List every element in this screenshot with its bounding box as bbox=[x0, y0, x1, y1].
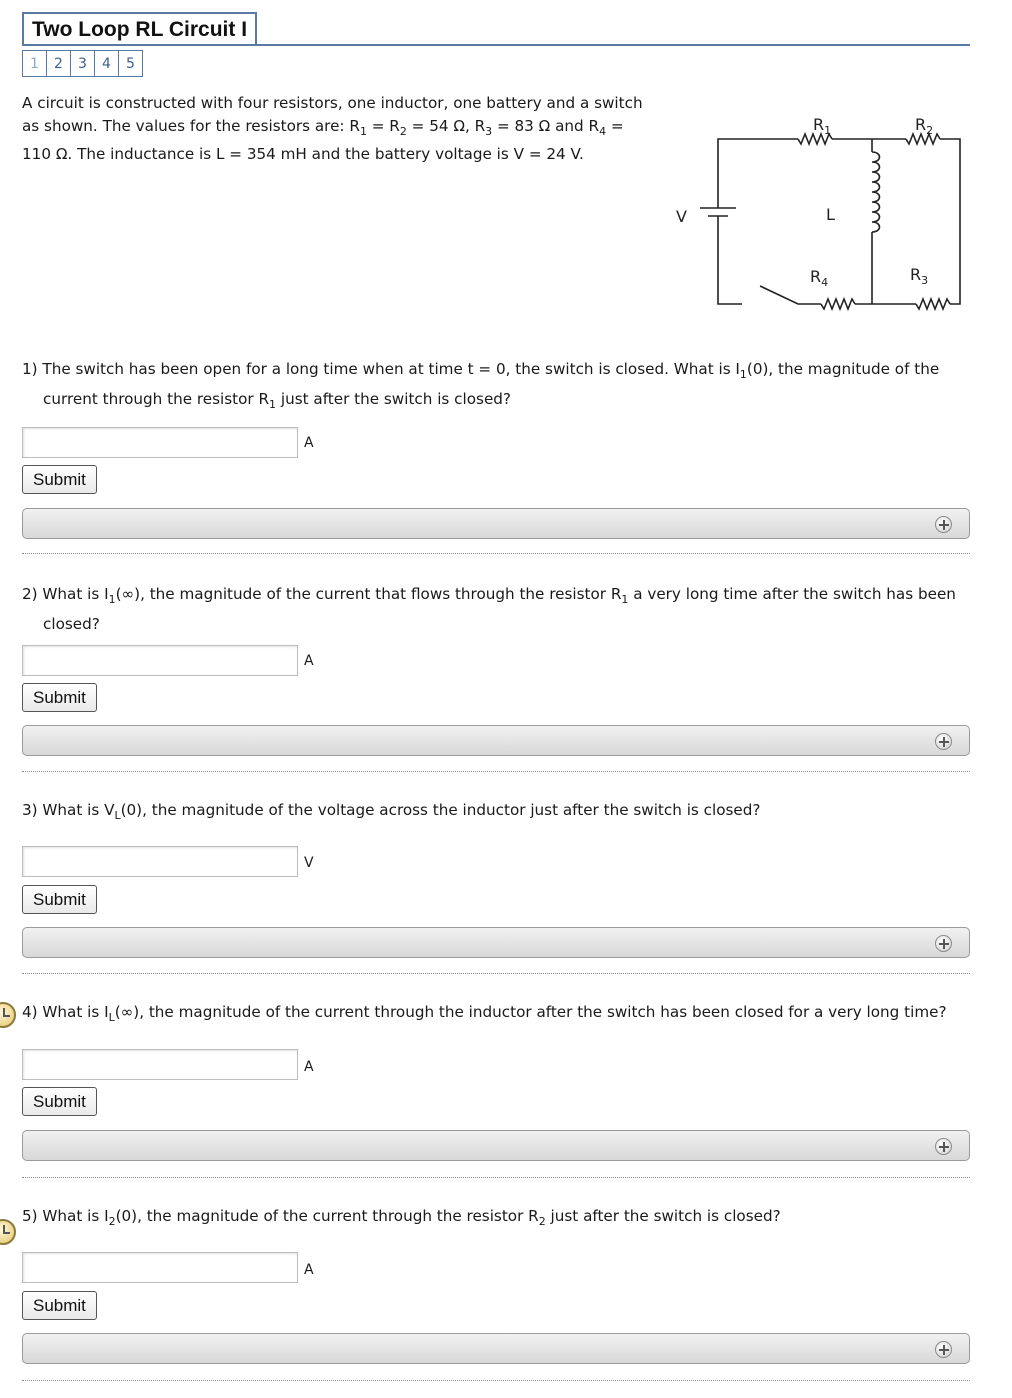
question-1 bbox=[22, 357, 970, 417]
title-row bbox=[22, 12, 970, 46]
circuit-diagram bbox=[660, 104, 970, 314]
divider bbox=[22, 553, 970, 554]
page-tab-4[interactable]: 4 bbox=[94, 50, 119, 77]
question-3 bbox=[22, 798, 970, 828]
page-tab-5[interactable]: 5 bbox=[118, 50, 143, 77]
wire-bottom-left bbox=[718, 216, 742, 304]
question-text: (∞), the magnitude of the current through the inductor after the switch has been closed for a very long time? bbox=[114, 1003, 947, 1021]
question-4 bbox=[22, 1000, 970, 1030]
resistor-r2-symbol bbox=[906, 134, 940, 144]
label-v: V bbox=[676, 207, 687, 226]
label-r4: $R_4$ bbox=[810, 267, 829, 289]
question-sub: 1 bbox=[108, 593, 116, 607]
question-text: (∞), the magnitude of the current that flows through the resistor R bbox=[115, 585, 622, 603]
switch-symbol bbox=[760, 286, 821, 304]
question-text: 4) What is I bbox=[22, 1003, 109, 1021]
hint-bar-3[interactable] bbox=[22, 927, 970, 958]
question-text: just after the switch is closed? bbox=[545, 1207, 781, 1225]
question-sub: L bbox=[114, 809, 121, 823]
page-title: Two Loop RL Circuit I bbox=[22, 12, 257, 44]
question-text: 1) The switch has been open for a long time when at time t = 0, the switch is closed. What is I bbox=[22, 360, 740, 378]
unit-label-1: A bbox=[304, 435, 314, 451]
resistor-r4-symbol bbox=[821, 299, 855, 309]
intro-sub: 4 bbox=[599, 125, 607, 139]
intro-text: = 54 Ω, R bbox=[406, 117, 486, 135]
wire-right bbox=[940, 139, 960, 304]
label-r3: $R_3$ bbox=[910, 265, 929, 287]
expand-plus-icon[interactable] bbox=[935, 733, 952, 750]
resistor-r3-symbol bbox=[916, 299, 950, 309]
question-text: 5) What is I bbox=[22, 1207, 109, 1225]
status-clock-icon bbox=[0, 1002, 16, 1028]
submit-button-5[interactable]: Submit bbox=[22, 1291, 97, 1320]
expand-plus-icon[interactable] bbox=[935, 935, 952, 952]
expand-plus-icon[interactable] bbox=[935, 1341, 952, 1358]
question-5 bbox=[22, 1204, 970, 1234]
intro-text: = 110 Ω. The inductance is L = 354 mH and the battery voltage is V = 24 V. bbox=[22, 117, 624, 164]
page-tabs bbox=[22, 50, 142, 77]
intro-sub: 2 bbox=[399, 125, 407, 139]
question-text: just after the switch is closed? bbox=[276, 390, 511, 409]
submit-button-4[interactable]: Submit bbox=[22, 1087, 97, 1116]
question-text: (0), the magnitude of the voltage across the inductor just after the switch is closed? bbox=[120, 801, 761, 819]
answer-input-4[interactable] bbox=[22, 1049, 298, 1080]
label-r2: $R_2$ bbox=[915, 115, 934, 137]
answer-input-3[interactable] bbox=[22, 846, 298, 877]
question-sub: 1 bbox=[739, 368, 747, 382]
question-2 bbox=[22, 582, 970, 637]
label-r1: $R_1$ bbox=[813, 115, 832, 137]
unit-label-2: A bbox=[304, 653, 314, 669]
divider bbox=[22, 1380, 970, 1381]
wire-top bbox=[718, 139, 798, 144]
question-sub: L bbox=[108, 1011, 115, 1025]
question-text: (0), the magnitude of the current through the resistor R bbox=[43, 360, 940, 409]
label-l: L bbox=[826, 205, 835, 224]
status-clock-icon bbox=[0, 1219, 16, 1245]
hint-bar-1[interactable] bbox=[22, 508, 970, 539]
question-text: a very long time after the switch has been closed? bbox=[43, 585, 956, 634]
unit-label-4: A bbox=[304, 1059, 314, 1075]
expand-plus-icon[interactable] bbox=[935, 516, 952, 533]
intro-text: A circuit is constructed with four resistors, one inductor, one battery and a switch as shown. The values for the resistors are: R bbox=[22, 94, 643, 135]
page-tab-2[interactable]: 2 bbox=[46, 50, 71, 77]
page-tab-3[interactable]: 3 bbox=[70, 50, 95, 77]
question-text: (0), the magnitude of the current through the resistor R bbox=[115, 1207, 539, 1225]
answer-input-2[interactable] bbox=[22, 645, 298, 676]
intro-sub: 1 bbox=[359, 125, 367, 139]
hint-bar-4[interactable] bbox=[22, 1130, 970, 1161]
submit-button-3[interactable]: Submit bbox=[22, 885, 97, 914]
question-sub: 2 bbox=[538, 1215, 546, 1229]
intro-sub: 3 bbox=[485, 125, 493, 139]
expand-plus-icon[interactable] bbox=[935, 1138, 952, 1155]
question-text: 2) What is I bbox=[22, 585, 109, 603]
hint-bar-5[interactable] bbox=[22, 1333, 970, 1364]
page-tab-1[interactable]: 1 bbox=[22, 50, 47, 77]
intro-text: = R bbox=[366, 117, 400, 135]
divider bbox=[22, 771, 970, 772]
question-sub: 2 bbox=[108, 1215, 116, 1229]
answer-input-5[interactable] bbox=[22, 1252, 298, 1283]
question-sub: 1 bbox=[621, 593, 629, 607]
problem-statement bbox=[22, 92, 652, 166]
answer-input-1[interactable] bbox=[22, 427, 298, 458]
hint-bar-2[interactable] bbox=[22, 725, 970, 756]
divider bbox=[22, 1177, 970, 1178]
question-text: 3) What is V bbox=[22, 801, 115, 819]
submit-button-2[interactable]: Submit bbox=[22, 683, 97, 712]
unit-label-3: V bbox=[304, 855, 314, 871]
unit-label-5: A bbox=[304, 1262, 314, 1278]
question-sub: 1 bbox=[269, 398, 277, 412]
submit-button-1[interactable]: Submit bbox=[22, 465, 97, 494]
intro-text: = 83 Ω and R bbox=[492, 117, 600, 135]
divider bbox=[22, 973, 970, 974]
inductor-symbol bbox=[872, 152, 880, 232]
